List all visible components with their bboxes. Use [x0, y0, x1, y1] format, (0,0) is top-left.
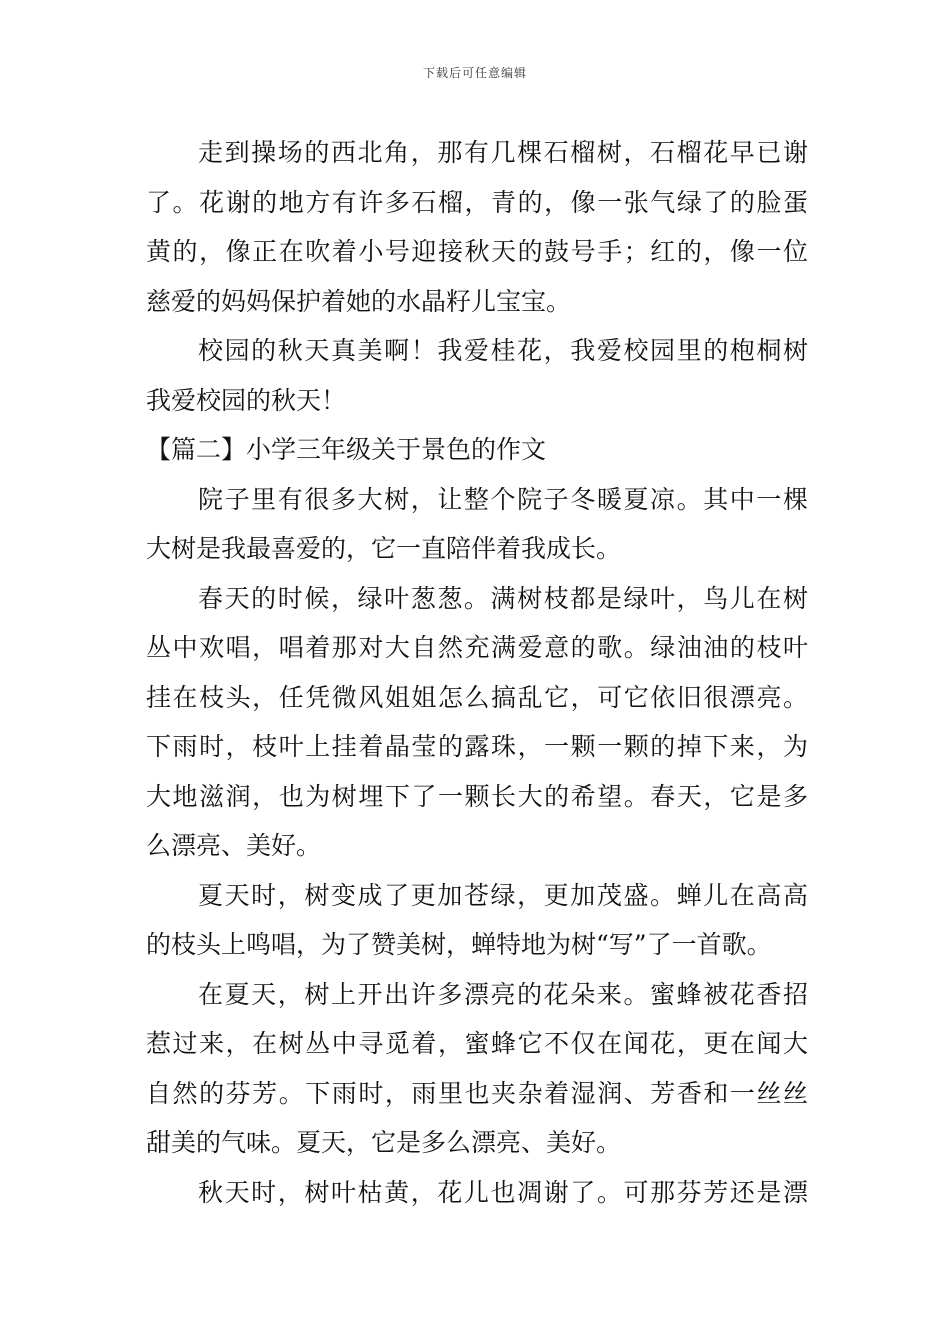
- text-line: 我爱校园的秋天！: [146, 385, 347, 415]
- text-line: 大地滋润，也为树埋下了一颗长大的希望。春天，它是多: [146, 781, 808, 811]
- text-line: 在夏天，树上开出许多漂亮的花朵来。蜜蜂被花香招: [198, 979, 808, 1009]
- text-line: 秋天时，树叶枯黄，花儿也凋谢了。可那芬芳还是漂: [198, 1177, 808, 1207]
- text-line: 院子里有很多大树，让整个院子冬暖夏凉。其中一棵: [198, 484, 808, 514]
- text-line: 甜美的气味。夏天，它是多么漂亮、美好。: [146, 1128, 622, 1157]
- text-line: 夏天时，树变成了更加苍绿，更加茂盛。蝉儿在高高: [198, 880, 808, 910]
- text-line: 了。花谢的地方有许多石榴，青的，像一张气绿了的脸蛋: [146, 187, 808, 217]
- text-line: 么漂亮、美好。: [146, 831, 322, 860]
- text-line: 挂在枝头，任凭微风姐姐怎么搞乱它，可它依旧很漂亮。: [146, 682, 808, 712]
- text-line: 校园的秋天真美啊！我爱桂花，我爱校园里的枹桐树: [198, 336, 808, 365]
- section-heading: 【篇二】小学三年级关于景色的作文: [146, 435, 547, 464]
- text-line: 春天的时候，绿叶葱葱。满树枝都是绿叶，鸟儿在树: [198, 583, 808, 613]
- text-line: 大树是我最喜爱的，它一直陪伴着我成长。: [146, 534, 622, 563]
- text-line: 惹过来，在树丛中寻觅着，蜜蜂它不仅在闻花，更在闻大: [146, 1029, 808, 1058]
- text-line: 自然的芬芳。下雨时，雨里也夹杂着湿润、芳香和一丝丝: [146, 1078, 808, 1108]
- text-line: 慈爱的妈妈保护着她的水晶籽儿宝宝。: [146, 286, 572, 316]
- text-line: 走到操场的西北角，那有几棵石榴树，石榴花早已谢: [198, 138, 808, 167]
- text-line: 下雨时，枝叶上挂着晶莹的露珠，一颗一颗的掉下来，为: [146, 732, 808, 761]
- text-line: 丛中欢唱，唱着那对大自然充满爱意的歌。绿油油的枝叶: [146, 633, 808, 662]
- text-line: 的枝头上鸣唱，为了赞美树，蝉特地为树“写”了一首歌。: [146, 930, 772, 959]
- document-body: [146, 128, 808, 1217]
- page-header: 下载后可任意编辑: [422, 66, 527, 80]
- text-line: 黄的，像正在吹着小号迎接秋天的鼓号手；红的，像一位: [146, 237, 808, 266]
